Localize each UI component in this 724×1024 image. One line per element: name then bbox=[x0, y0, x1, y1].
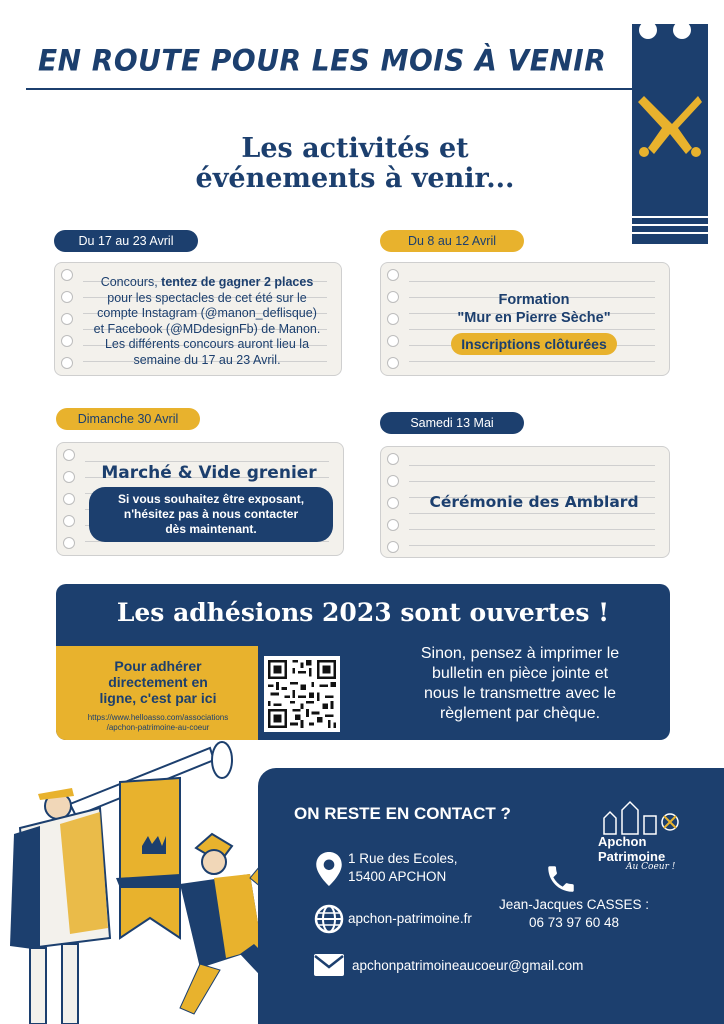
jester-trumpeter-illustration bbox=[0, 738, 300, 1024]
event-1-line4: et Facebook (@MDdesignFb) de Manon. bbox=[93, 321, 321, 336]
membership-title: Les adhésions 2023 sont ouvertes ! bbox=[116, 598, 610, 627]
contact-person: Jean-Jacques CASSES : bbox=[498, 897, 650, 912]
logo-tagline: Au Coeur ! bbox=[626, 862, 676, 872]
paper-line-1: Sinon, pensez à imprimer le bbox=[420, 645, 620, 662]
banner-crossed-swords-icon bbox=[632, 24, 708, 244]
address bbox=[348, 850, 458, 886]
registration-closed-badge: Inscriptions clôturées bbox=[451, 333, 616, 355]
subtitle-line-1: Les activités et bbox=[241, 133, 469, 164]
section-subtitle bbox=[150, 134, 560, 194]
paper-line-3: nous le transmettre avec le bbox=[423, 685, 617, 702]
event-2-date: Du 8 au 12 Avril bbox=[380, 230, 524, 252]
event-1-line1-pre: Concours, bbox=[100, 275, 162, 289]
event-4-title: Cérémonie des Amblard bbox=[429, 493, 639, 511]
membership-online-text bbox=[60, 658, 256, 706]
phone-contact bbox=[494, 896, 654, 932]
logo-line-2: Patrimoine bbox=[598, 849, 666, 864]
paper-line-4: règlement par chèque. bbox=[439, 705, 601, 722]
online-line-1: Pour adhérer bbox=[114, 658, 202, 674]
event-2-title: Formation bbox=[498, 292, 570, 308]
phone-number[interactable]: 06 73 97 60 48 bbox=[528, 915, 620, 930]
address-line-2: 15400 APCHON bbox=[348, 869, 447, 884]
link-line-2: /apchon-patrimoine-au-coeur bbox=[106, 723, 210, 732]
online-line-3: ligne, c'est par ici bbox=[99, 690, 217, 706]
phone-icon bbox=[544, 862, 578, 896]
exhibitor-info-bubble bbox=[89, 487, 333, 542]
event-1-card bbox=[54, 262, 342, 376]
event-1-line1-strong: tentez de gagner 2 places bbox=[161, 275, 314, 289]
qr-code-icon[interactable] bbox=[264, 656, 340, 732]
bubble-line-1: Si vous souhaitez être exposant, bbox=[117, 492, 305, 506]
event-1-date: Du 17 au 23 Avril bbox=[54, 230, 198, 252]
membership-paper-text bbox=[388, 644, 652, 724]
helloasso-link[interactable] bbox=[60, 713, 256, 733]
event-4-date: Samedi 13 Mai bbox=[380, 412, 524, 434]
online-line-2: directement en bbox=[108, 674, 208, 690]
bubble-line-3: dès maintenant. bbox=[165, 522, 257, 536]
event-3-card bbox=[56, 442, 344, 556]
envelope-icon bbox=[314, 954, 344, 976]
address-line-1: 1 Rue des Ecoles, bbox=[348, 851, 458, 866]
event-2-card bbox=[380, 262, 670, 376]
castle-logo-icon bbox=[600, 800, 686, 836]
paper-line-2: bulletin en pièce jointe et bbox=[431, 665, 609, 682]
email-link[interactable]: apchonpatrimoineaucoeur@gmail.com bbox=[352, 958, 584, 973]
bubble-line-2: n'hésitez pas à nous contacter bbox=[123, 507, 299, 521]
website-link[interactable]: apchon-patrimoine.fr bbox=[348, 911, 472, 926]
page-title: EN ROUTE POUR LES MOIS À VENIR bbox=[38, 43, 607, 78]
globe-icon bbox=[314, 904, 344, 934]
event-1-line3: compte Instagram (@manon_deflisque) bbox=[97, 306, 317, 320]
event-4-card bbox=[380, 446, 670, 558]
link-line-1: https://www.helloasso.com/associations bbox=[87, 713, 229, 722]
location-pin-icon bbox=[316, 852, 342, 886]
logo-wordmark bbox=[598, 834, 688, 864]
event-3-date: Dimanche 30 Avril bbox=[56, 408, 200, 430]
header-divider bbox=[26, 88, 636, 90]
event-3-title: Marché & Vide grenier bbox=[101, 463, 317, 483]
event-1-line2: pour les spectacles de cet été sur le bbox=[107, 290, 307, 305]
subtitle-line-2: événements à venir... bbox=[195, 163, 515, 194]
event-1-line6: semaine du 17 au 23 Avril. bbox=[133, 352, 281, 367]
event-1-line5: Les différents concours auront lieu la bbox=[104, 337, 310, 351]
event-2-subtitle: "Mur en Pierre Sèche" bbox=[457, 310, 611, 326]
logo-line-1: Apchon bbox=[598, 834, 647, 849]
contact-title: ON RESTE EN CONTACT ? bbox=[294, 804, 511, 823]
